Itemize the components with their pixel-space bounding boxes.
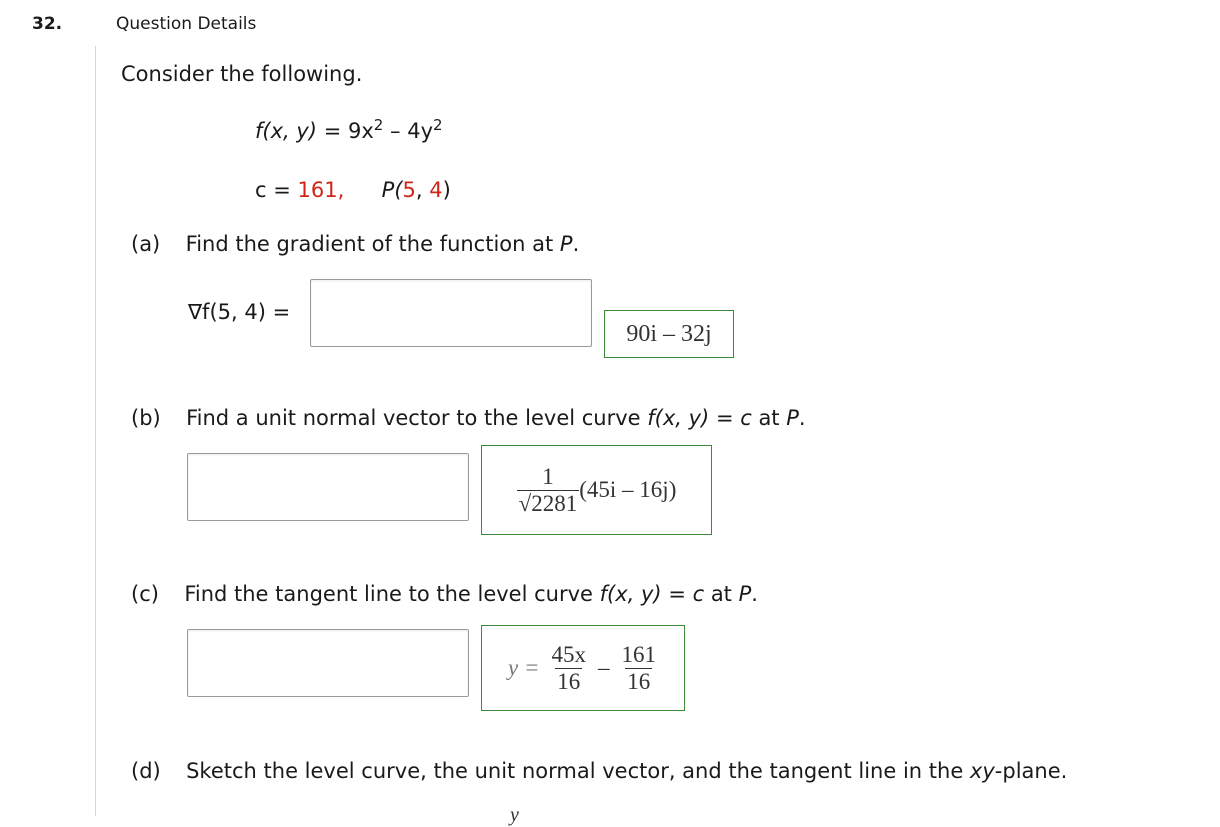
function-exponent-b: 2	[433, 116, 443, 134]
minus-sign: –	[390, 119, 401, 143]
part-a-label: (a)	[131, 232, 161, 256]
part-d-text: Sketch the level curve, the unit normal vector, and the tangent line in the	[186, 759, 970, 783]
part-c-text: Find the tangent line to the level curve	[184, 582, 600, 606]
question-details-label: Question Details	[116, 14, 257, 34]
part-d-label: (d)	[131, 759, 161, 783]
part-d-var: xy	[969, 759, 995, 783]
part-b-answer-key	[481, 445, 712, 535]
point-close: )	[442, 178, 451, 202]
point-x: 5	[402, 178, 416, 202]
part-c-prompt	[131, 582, 758, 606]
part-c-answer-input[interactable]	[187, 629, 469, 697]
part-c-fn: f(x, y)	[599, 582, 662, 606]
question-intro: Consider the following.	[121, 62, 363, 86]
part-b-fn: f(x, y)	[647, 406, 710, 430]
function-lhs: f(x, y)	[255, 119, 317, 143]
part-c-key-fraction-2-num: 161	[621, 641, 656, 667]
part-b-text: Find a unit normal vector to the level curve	[186, 406, 648, 430]
function-definition	[255, 116, 443, 143]
part-c-c: c	[692, 582, 705, 606]
part-a-lhs: ∇f(5, 4) =	[188, 300, 291, 324]
part-c-key-fraction-2-den: 16	[627, 668, 651, 694]
part-b-var: P	[786, 406, 799, 430]
part-c-label: (c)	[131, 582, 159, 606]
c-label: c =	[255, 178, 291, 202]
part-d-end: -plane.	[994, 759, 1068, 783]
part-b-key-vector: (45i – 16j)	[579, 477, 677, 502]
part-a-answer-key	[604, 310, 734, 358]
part-c-key-fraction-1-num: 45x	[551, 641, 586, 667]
part-a-end: .	[572, 232, 580, 256]
part-b-c: c	[740, 406, 752, 430]
part-c-var: P	[738, 582, 752, 606]
part-a-answer-input[interactable]	[310, 279, 592, 347]
part-b-answer-input[interactable]	[187, 453, 469, 521]
part-c-eq: =	[661, 582, 693, 606]
point-label: P(	[381, 178, 403, 202]
part-c-at: at	[704, 582, 739, 606]
part-b-at: at	[751, 406, 787, 430]
c-value: 161,	[297, 178, 345, 202]
part-b-prompt	[131, 406, 806, 430]
equals-sign: =	[323, 119, 342, 143]
function-term-a: 9x	[347, 119, 374, 143]
point-separator: ,	[415, 178, 430, 202]
part-b-key-radicand: 2281	[531, 490, 578, 516]
part-b-key-fraction	[517, 464, 580, 517]
part-a-key-text: 90i – 32j	[626, 320, 712, 347]
part-a-var: P	[559, 232, 573, 256]
point-y: 4	[429, 178, 443, 202]
part-c-end: .	[751, 582, 758, 606]
question-number: 32.	[32, 14, 63, 34]
part-c-key-fraction-1	[549, 642, 588, 695]
function-term-b: 4y	[407, 119, 433, 143]
part-c-key-lhs: y =	[508, 655, 540, 680]
part-d-axis-label: y	[510, 804, 519, 826]
part-c-answer-key	[481, 625, 685, 711]
part-c-key-minus: –	[597, 655, 610, 680]
function-exponent-a: 2	[373, 116, 384, 134]
part-a-text: Find the gradient of the function at	[185, 232, 560, 256]
part-b-key-denominator: √2281	[518, 490, 578, 516]
given-values	[255, 178, 451, 202]
content-divider	[95, 46, 96, 816]
part-c-key-fraction-1-den: 16	[557, 668, 581, 694]
part-d-prompt	[131, 759, 1067, 783]
part-a-prompt	[131, 232, 579, 256]
part-b-end: .	[798, 406, 806, 430]
part-b-label: (b)	[131, 406, 161, 430]
part-b-eq: =	[709, 406, 741, 430]
part-c-key-fraction-2	[619, 642, 658, 695]
part-b-key-numerator: 1	[542, 463, 554, 489]
